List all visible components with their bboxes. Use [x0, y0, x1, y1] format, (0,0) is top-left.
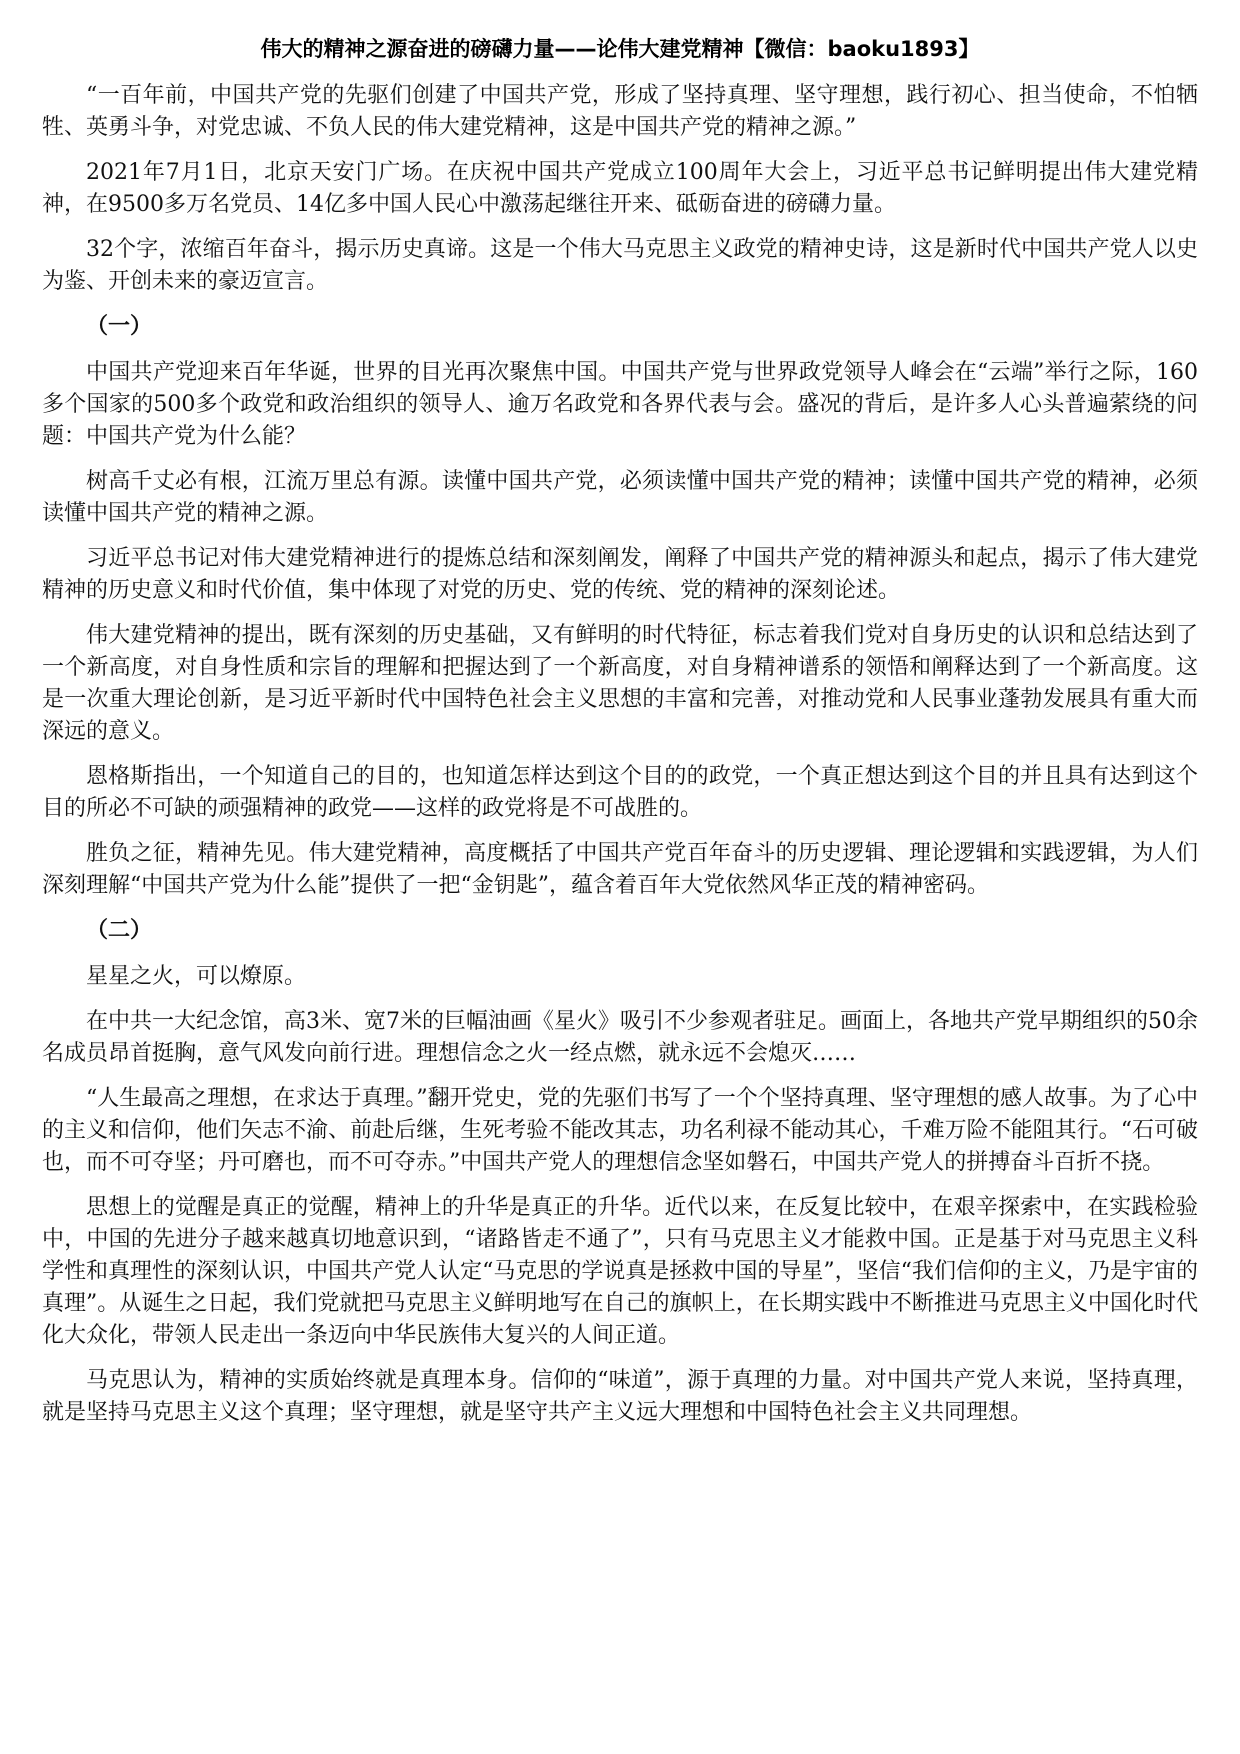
- paragraph-9: 胜负之征，精神先见。伟大建党精神，高度概括了中国共产党百年奋斗的历史逻辑、理论逻辑和实践逻辑，为人们深刻理解“中国共产党为什么能”提供了一把“金钥匙”，蕴含着百年大党依然风华正茂的精神密码。: [42, 841, 1198, 898]
- section-heading-2: （二）: [86, 918, 153, 943]
- paragraph-5: 树高千丈必有根，江流万里总有源。读懂中国共产党，必须读懂中国共产党的精神；读懂中国共产党的精神，必须读懂中国共产党的精神之源。: [42, 469, 1198, 526]
- paragraph-12: “人生最高之理想，在求达于真理。”翻开党史，党的先驱们书写了一个个坚持真理、坚守理想的感人故事。为了心中的主义和信仰，他们矢志不渝、前赴后继，生死考验不能改其志，功名利禄不能动其心，千难万险不能阻其行。“石可破也，而不可夺坚；丹可磨也，而不可夺赤。”中国共产党人的理想信念坚如磐石，中国共产党人的拼搏奋斗百折不挠。: [42, 1086, 1198, 1175]
- document-title: 伟大的精神之源奋进的磅礴力量——论伟大建党精神【微信：baoku1893】: [260, 37, 980, 61]
- paragraph-7: 伟大建党精神的提出，既有深刻的历史基础，又有鲜明的时代特征，标志着我们党对自身历史的认识和总结达到了一个新高度，对自身性质和宗旨的理解和把握达到了一个新高度，对自身精神谱系的领悟和阐释达到了一个新高度。这是一次重大理论创新，是习近平新时代中国特色社会主义思想的丰富和完善，对推动党和人民事业蓬勃发展具有重大而深远的意义。: [42, 623, 1198, 744]
- section-heading-1: （一）: [86, 314, 153, 339]
- paragraph-8: 恩格斯指出，一个知道自己的目的，也知道怎样达到这个目的的政党，一个真正想达到这个目的并且具有达到这个目的所必不可缺的顽强精神的政党——这样的政党将是不可战胜的。: [42, 764, 1198, 821]
- paragraph-3: 32个字，浓缩百年奋斗，揭示历史真谛。这是一个伟大马克思主义政党的精神史诗，这是新时代中国共产党人以史为鉴、开创未来的豪迈宣言。: [42, 237, 1198, 294]
- paragraph-6: 习近平总书记对伟大建党精神进行的提炼总结和深刻阐发，阐释了中国共产党的精神源头和起点，揭示了伟大建党精神的历史意义和时代价值，集中体现了对党的历史、党的传统、党的精神的深刻论述。: [42, 546, 1198, 603]
- paragraph-4: 中国共产党迎来百年华诞，世界的目光再次聚焦中国。中国共产党与世界政党领导人峰会在“云端”举行之际，160多个国家的500多个政党和政治组织的领导人、逾万名政党和各界代表与会。盛况的背后，是许多人心头普遍萦绕的问题：中国共产党为什么能？: [42, 360, 1198, 449]
- paragraph-14: 马克思认为，精神的实质始终就是真理本身。信仰的“味道”，源于真理的力量。对中国共产党人来说，坚持真理，就是坚持马克思主义这个真理；坚守理想，就是坚守共产主义远大理想和中国特色社会主义共同理想。: [42, 1368, 1198, 1425]
- paragraph-1: “一百年前，中国共产党的先驱们创建了中国共产党，形成了坚持真理、坚守理想，践行初心、担当使命，不怕牺牲、英勇斗争，对党忠诚、不负人民的伟大建党精神，这是中国共产党的精神之源。”: [42, 83, 1198, 140]
- paragraph-10: 星星之火，可以燎原。: [86, 964, 307, 989]
- paragraph-13: 思想上的觉醒是真正的觉醒，精神上的升华是真正的升华。近代以来，在反复比较中，在艰辛探索中，在实践检验中，中国的先进分子越来越真切地意识到，“诸路皆走不通了”，只有马克思主义才能救中国。正是基于对马克思主义科学性和真理性的深刻认识，中国共产党人认定“马克思的学说真是拯救中国的导星”，坚信“我们信仰的主义，乃是宇宙的真理”。从诞生之日起，我们党就把马克思主义鲜明地写在自己的旗帜上，在长期实践中不断推进马克思主义中国化时代化大众化，带领人民走出一条迈向中华民族伟大复兴的人间正道。: [42, 1195, 1198, 1348]
- paragraph-2: 2021年7月1日，北京天安门广场。在庆祝中国共产党成立100周年大会上，习近平总书记鲜明提出伟大建党精神，在9500多万名党员、14亿多中国人民心中激荡起继往开来、砥砺奋进的磅礴力量。: [42, 160, 1198, 217]
- paragraph-11: 在中共一大纪念馆，高3米、宽7米的巨幅油画《星火》吸引不少参观者驻足。画面上，各地共产党早期组织的50余名成员昂首挺胸，意气风发向前行进。理想信念之火一经点燃，就永远不会熄灭……: [42, 1009, 1198, 1066]
